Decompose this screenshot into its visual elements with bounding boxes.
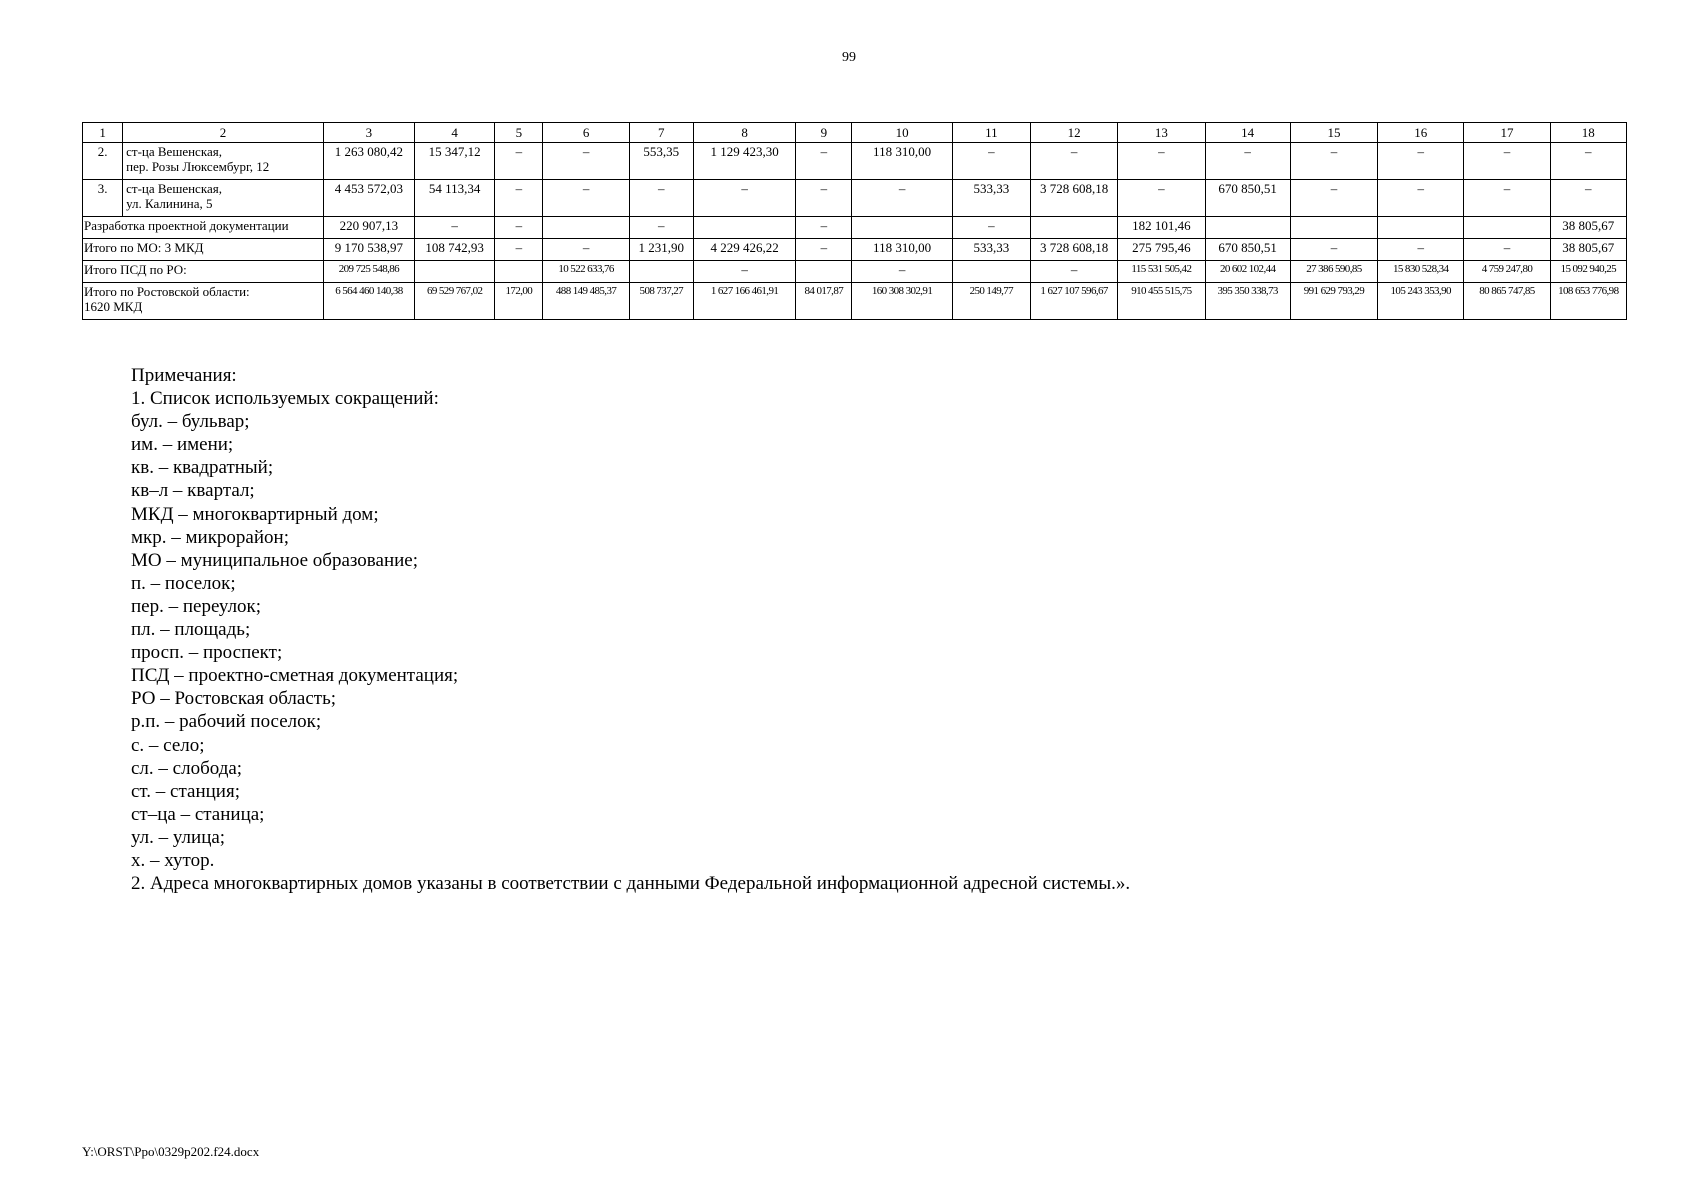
table-cell xyxy=(1378,217,1464,239)
table-cell: – xyxy=(495,217,543,239)
table-cell: 1 129 423,30 xyxy=(693,143,795,180)
table-cell: – xyxy=(796,239,852,261)
address-cell xyxy=(123,180,324,217)
row-label-line: 1620 МКД xyxy=(84,299,143,314)
abbreviation-item: МО – муниципальное образование; xyxy=(131,549,419,571)
table-cell: – xyxy=(852,180,952,217)
table-cell: 15 830 528,34 xyxy=(1378,261,1464,283)
table-cell xyxy=(543,217,629,239)
abbreviation-item: кв–л – квартал; xyxy=(131,480,255,502)
table-cell: 508 737,27 xyxy=(629,283,693,320)
abbreviation-item: просп. – проспект; xyxy=(131,642,283,664)
table-cell xyxy=(1205,217,1290,239)
table-cell: 4 453 572,03 xyxy=(323,180,414,217)
column-header: 18 xyxy=(1550,123,1626,143)
column-header: 6 xyxy=(543,123,629,143)
table-cell: – xyxy=(1290,180,1377,217)
abbreviation-item: р.п. – рабочий поселок; xyxy=(131,711,322,733)
notes-item: 1. Список используемых сокращений: xyxy=(131,388,439,410)
abbreviation-item: им. – имени; xyxy=(131,434,234,456)
table-cell: 108 742,93 xyxy=(415,239,495,261)
table-cell: – xyxy=(1464,180,1550,217)
abbreviation-item: пер. – переулок; xyxy=(131,595,262,617)
column-header: 3 xyxy=(323,123,414,143)
table-cell: – xyxy=(1290,239,1377,261)
table-cell: 395 350 338,73 xyxy=(1205,283,1290,320)
address-cell xyxy=(123,143,324,180)
column-header: 4 xyxy=(415,123,495,143)
abbreviation-item: пл. – площадь; xyxy=(131,619,251,641)
abbreviation-item: х. – хутор. xyxy=(131,849,215,871)
abbreviation-item: РО – Ростовская область; xyxy=(131,688,337,710)
table-cell: 670 850,51 xyxy=(1205,180,1290,217)
table-cell: – xyxy=(796,217,852,239)
table-cell: 4 229 426,22 xyxy=(693,239,795,261)
table-cell: – xyxy=(629,217,693,239)
table-cell: 1 627 107 596,67 xyxy=(1030,283,1117,320)
abbreviation-item: ул. – улица; xyxy=(131,826,226,848)
table-cell: 172,00 xyxy=(495,283,543,320)
table-cell: – xyxy=(1550,143,1626,180)
abbreviation-item: с. – село; xyxy=(131,734,205,756)
table-cell: 38 805,67 xyxy=(1550,217,1626,239)
table-cell: 910 455 515,75 xyxy=(1118,283,1205,320)
column-header: 8 xyxy=(693,123,795,143)
table-cell xyxy=(852,217,952,239)
table-cell: 54 113,34 xyxy=(415,180,495,217)
table-cell: 182 101,46 xyxy=(1118,217,1205,239)
address-line: ст-ца Вешенская, xyxy=(126,144,222,159)
column-header: 14 xyxy=(1205,123,1290,143)
table-cell: – xyxy=(952,217,1030,239)
table-cell: 15 347,12 xyxy=(415,143,495,180)
table-cell: – xyxy=(495,239,543,261)
table-cell: 533,33 xyxy=(952,239,1030,261)
table-cell: – xyxy=(495,180,543,217)
table-cell: 84 017,87 xyxy=(796,283,852,320)
table-cell: – xyxy=(1378,180,1464,217)
table-cell: 20 602 102,44 xyxy=(1205,261,1290,283)
table-cell xyxy=(796,261,852,283)
table-cell: 10 522 633,76 xyxy=(543,261,629,283)
notes-item: 2. Адреса многоквартирных домов указаны в соответствии с данными Федеральной информационной адресной системы.». xyxy=(131,873,1131,895)
table-cell xyxy=(693,217,795,239)
abbreviation-item: ст–ца – станица; xyxy=(131,803,265,825)
address-line: пер. Розы Люксембург, 12 xyxy=(126,159,270,174)
notes-title: Примечания: xyxy=(131,365,237,386)
table-cell: 160 308 302,91 xyxy=(852,283,952,320)
table-cell: 80 865 747,85 xyxy=(1464,283,1550,320)
table-cell: – xyxy=(415,217,495,239)
table-cell: 488 149 485,37 xyxy=(543,283,629,320)
column-header: 17 xyxy=(1464,123,1550,143)
table-cell: – xyxy=(1118,180,1205,217)
row-number: 2. xyxy=(83,143,123,180)
abbreviation-item: ПСД – проектно-сметная документация; xyxy=(131,665,459,687)
table-cell: – xyxy=(1464,239,1550,261)
column-header: 9 xyxy=(796,123,852,143)
table-cell: 105 243 353,90 xyxy=(1378,283,1464,320)
table-cell: 3 728 608,18 xyxy=(1030,180,1117,217)
table-row-design xyxy=(83,217,1627,239)
table-cell xyxy=(1030,217,1117,239)
table-cell: 1 231,90 xyxy=(629,239,693,261)
column-header: 2 xyxy=(123,123,324,143)
abbreviation-item: мкр. – микрорайон; xyxy=(131,526,289,548)
column-header: 16 xyxy=(1378,123,1464,143)
table-cell: – xyxy=(693,261,795,283)
table-row xyxy=(83,180,1627,217)
column-header: 5 xyxy=(495,123,543,143)
table-cell: – xyxy=(1290,143,1377,180)
table-row-mo-total xyxy=(83,239,1627,261)
row-number: 3. xyxy=(83,180,123,217)
abbreviation-item: п. – поселок; xyxy=(131,572,236,594)
table-cell: 1 627 166 461,91 xyxy=(693,283,795,320)
table-cell xyxy=(952,261,1030,283)
table-row xyxy=(83,143,1627,180)
abbreviation-item: кв. – квадратный; xyxy=(131,457,274,479)
table-cell: 6 564 460 140,38 xyxy=(323,283,414,320)
table-cell: 118 310,00 xyxy=(852,143,952,180)
table-cell: 4 759 247,80 xyxy=(1464,261,1550,283)
column-header: 15 xyxy=(1290,123,1377,143)
table-cell xyxy=(495,261,543,283)
table-cell: – xyxy=(543,239,629,261)
table-cell: – xyxy=(1030,143,1117,180)
column-header: 7 xyxy=(629,123,693,143)
table-row-region-total xyxy=(83,283,1627,320)
page-number: 99 xyxy=(842,50,856,65)
table-cell: 115 531 505,42 xyxy=(1118,261,1205,283)
table-cell: – xyxy=(693,180,795,217)
table-row-psd-total xyxy=(83,261,1627,283)
table-cell: – xyxy=(796,180,852,217)
table-cell: – xyxy=(629,180,693,217)
table-cell: – xyxy=(1378,239,1464,261)
table-cell: – xyxy=(796,143,852,180)
table-cell: 209 725 548,86 xyxy=(323,261,414,283)
table-cell xyxy=(629,261,693,283)
table-cell: 69 529 767,02 xyxy=(415,283,495,320)
column-header: 11 xyxy=(952,123,1030,143)
table-cell: 38 805,67 xyxy=(1550,239,1626,261)
table-cell: 9 170 538,97 xyxy=(323,239,414,261)
table-cell: 275 795,46 xyxy=(1118,239,1205,261)
table-cell xyxy=(1464,217,1550,239)
row-label: Итого по МО: 3 МКД xyxy=(83,239,324,261)
table-cell: 250 149,77 xyxy=(952,283,1030,320)
table-header-row xyxy=(83,123,1627,143)
row-label xyxy=(83,283,324,320)
row-label: Разработка проектной документации xyxy=(83,217,324,239)
table-cell: 15 092 940,25 xyxy=(1550,261,1626,283)
column-header: 13 xyxy=(1118,123,1205,143)
table-cell: 108 653 776,98 xyxy=(1550,283,1626,320)
table-cell: – xyxy=(1550,180,1626,217)
address-line: ст-ца Вешенская, xyxy=(126,181,222,196)
table-cell: – xyxy=(852,261,952,283)
abbreviation-item: сл. – слобода; xyxy=(131,757,243,779)
table-cell: – xyxy=(543,180,629,217)
table-cell: – xyxy=(1464,143,1550,180)
table-cell: 553,35 xyxy=(629,143,693,180)
table-cell: 670 850,51 xyxy=(1205,239,1290,261)
abbreviation-item: МКД – многоквартирный дом; xyxy=(131,503,379,525)
table-cell: – xyxy=(1030,261,1117,283)
abbreviation-item: бул. – бульвар; xyxy=(131,411,250,433)
abbreviation-item: ст. – станция; xyxy=(131,780,240,802)
table-cell: 533,33 xyxy=(952,180,1030,217)
table-cell: 118 310,00 xyxy=(852,239,952,261)
table-cell: – xyxy=(1205,143,1290,180)
table-cell: 1 263 080,42 xyxy=(323,143,414,180)
table-cell: 27 386 590,85 xyxy=(1290,261,1377,283)
address-line: ул. Калинина, 5 xyxy=(126,196,213,211)
summary-table xyxy=(82,122,1627,320)
column-header: 12 xyxy=(1030,123,1117,143)
table-cell: – xyxy=(543,143,629,180)
table-cell: – xyxy=(1378,143,1464,180)
row-label-line: Итого по Ростовской области: xyxy=(84,284,250,299)
row-label: Итого ПСД по РО: xyxy=(83,261,324,283)
table-cell: 3 728 608,18 xyxy=(1030,239,1117,261)
table-cell: 991 629 793,29 xyxy=(1290,283,1377,320)
table-cell xyxy=(415,261,495,283)
column-header: 10 xyxy=(852,123,952,143)
notes-section xyxy=(131,364,1130,895)
table-cell xyxy=(1290,217,1377,239)
table-cell: – xyxy=(1118,143,1205,180)
column-header: 1 xyxy=(83,123,123,143)
table-cell: 220 907,13 xyxy=(323,217,414,239)
table-cell: – xyxy=(495,143,543,180)
file-path-footer: Y:\ORST\Ppo\0329p202.f24.docx xyxy=(82,1144,260,1159)
table-cell: – xyxy=(952,143,1030,180)
